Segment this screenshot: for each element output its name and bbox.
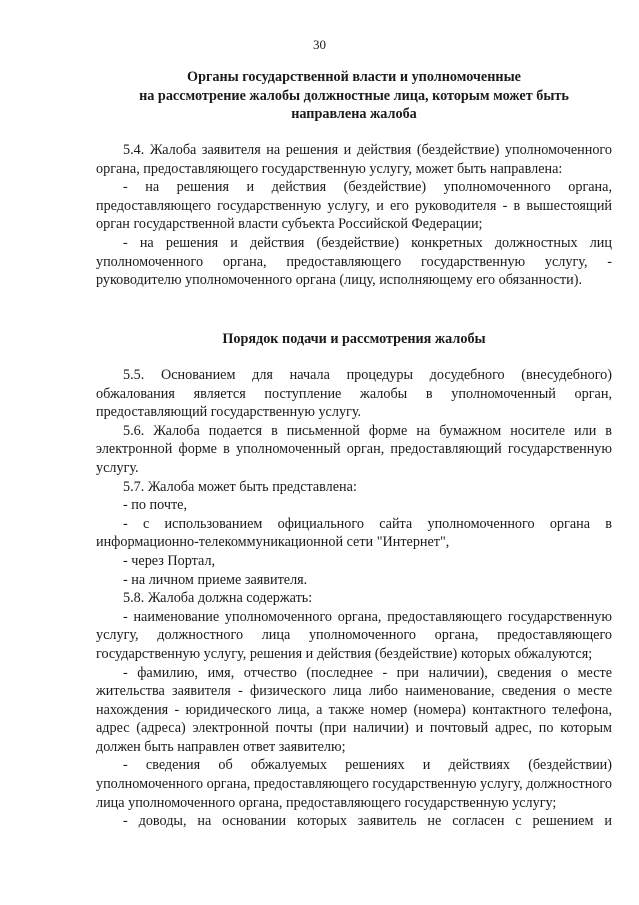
paragraph-5-6: 5.6. Жалоба подается в письменной форме на бумажном носителе или в электронной форме в уполномоченный орган, предоставляющий государственную услугу. bbox=[96, 422, 612, 476]
list-item: - на решения и действия (бездействие) уполномоченного органа, предоставляющего государственную услугу, и его руководителя - в вышестоящий орган государственной власти субъекта Российской Федерации; bbox=[96, 179, 612, 233]
section-procedure-body bbox=[96, 366, 612, 831]
list-item: - на личном приеме заявителя. bbox=[123, 571, 308, 588]
heading-line: направлена жалоба bbox=[291, 106, 417, 123]
list-item: - через Портал, bbox=[123, 552, 216, 569]
page-number: 30 bbox=[313, 37, 326, 52]
paragraph-5-7: 5.7. Жалоба может быть представлена: bbox=[123, 478, 357, 495]
list-item: - доводы, на основании которых заявитель не согласен с решением и bbox=[123, 813, 612, 830]
paragraph-5-5: 5.5. Основанием для начала процедуры досудебного (внесудебного) обжалования является поступление жалобы в уполномоченный орган, предоставляющий государственную услугу. bbox=[96, 367, 612, 421]
section-authorities-body bbox=[96, 141, 612, 290]
heading-line: Органы государственной власти и уполномоченные bbox=[187, 69, 521, 85]
paragraph-5-4: 5.4. Жалоба заявителя на решения и действия (бездействие) уполномоченного органа, предоставляющего государственную услугу, может быть направлена: bbox=[96, 142, 612, 177]
list-item: - фамилию, имя, отчество (последнее - при наличии), сведения о месте жительства заявителя - физического лица либо наименование, сведения о месте нахождения - юридического лица, а также номер (номера) контактного телефона, адрес (адреса) электронной почты (при наличии) и почтовый адрес, по которым должен быть направлен ответ заявителю; bbox=[96, 664, 612, 755]
list-item: - сведения об обжалуемых решениях и действиях (бездействии) уполномоченного органа, предоставляющего государственную услугу, должностного лица уполномоченного органа, предоставляющего государственную услугу; bbox=[96, 757, 612, 811]
heading-line: на рассмотрение жалобы должностные лица, которым может быть bbox=[139, 87, 569, 104]
paragraph-5-8: 5.8. Жалоба должна содержать: bbox=[123, 590, 313, 607]
list-item: - по почте, bbox=[123, 497, 188, 514]
list-item: - на решения и действия (бездействие) конкретных должностных лиц уполномоченного органа, предоставляющего государственную услугу, - руководителю уполномоченного органа (лицу, исполняющему его обязанности). bbox=[96, 234, 612, 289]
section-heading-authorities bbox=[96, 68, 612, 124]
list-item: - с использованием официального сайта уполномоченного органа в информационно-телекоммуникационной сети "Интернет", bbox=[96, 515, 612, 551]
section-heading-procedure: Порядок подачи и рассмотрения жалобы bbox=[222, 331, 486, 347]
list-item: - наименование уполномоченного органа, предоставляющего государственную услугу, должностного лица уполномоченного органа, предоставляющего государственную услугу, решения и действия (бездействие) которых обжалуются; bbox=[96, 608, 612, 662]
